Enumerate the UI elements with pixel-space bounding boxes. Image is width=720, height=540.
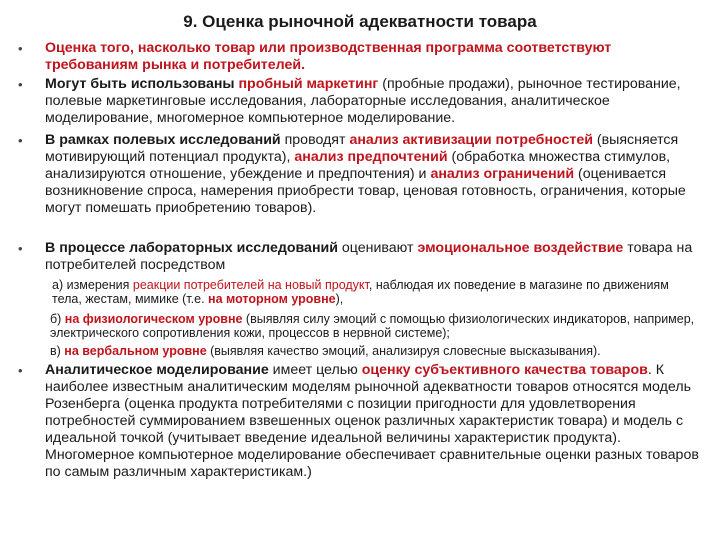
sub-text-segment: в) (50, 344, 65, 358)
item-text-segment: товара на потребителей посредством (45, 240, 693, 273)
item-text-segment: Могут быть использованы (45, 76, 239, 92)
sub-text-segment: (выявляя силу эмоций с помощью физиологических индикаторов, например, электрического сопротивления кожи, процессов в нервной системе); (50, 312, 695, 340)
sub-text-highlight: на вербальном уровне (64, 344, 207, 358)
bullet-marker: • (18, 133, 23, 148)
item-text (45, 132, 705, 217)
item-text-segment: Аналитическое моделирование (45, 362, 269, 378)
item-text-segment: Оценка того, насколько товар или производственная программа соответствуют требованиям рынка и потребителей. (45, 40, 612, 73)
item-text-segment: проводят (280, 132, 350, 148)
bullet-marker: • (18, 77, 23, 92)
sub-text-highlight: на физиологическом уровне (64, 312, 243, 326)
sub-text-segment: (выявляя качество эмоций, анализируя словесные высказывания). (206, 344, 601, 358)
sub-text-highlight: реакции потребителей на новый продукт (132, 278, 369, 292)
bullet-marker: • (18, 363, 23, 378)
sub-text-segment: б) (50, 312, 65, 326)
sub-item-a (52, 278, 702, 306)
item-text-segment: (обработка множества стимулов, анализируются отношение, убеждение и предпочтения) и (45, 149, 671, 182)
item-text (45, 240, 705, 274)
item-text (45, 362, 705, 481)
item-text-highlight: эмоциональное воздействие (417, 240, 624, 256)
item-text-segment: (оценивается возникновение спроса, намерения приобрести товар, ценовая готовность, ограничения, которые могут помешать приобретению товаров). (45, 166, 686, 216)
item-text-segment: В процессе лабораторных исследований (45, 240, 338, 256)
item-text-segment: (выясняется мотивирующий потенциал продукта), (45, 132, 679, 165)
bullet-marker: • (18, 241, 23, 256)
page-title: 9. Оценка рыночной адекватности товара (183, 12, 537, 31)
sub-text-highlight: на моторном уровне (208, 292, 336, 306)
item-text-segment: (пробные продажи), рыночное тестирование, полевые маркетинговые исследования, лабораторные исследования, аналитическое моделирование, многомерное компьютерное моделирование. (45, 76, 681, 126)
item-text-highlight: пробный маркетинг (238, 76, 379, 92)
sub-item-b (50, 312, 704, 340)
item-text-highlight: анализ активизации потребностей (349, 132, 593, 148)
item-text (45, 76, 705, 127)
item-text-highlight: анализ ограничений (430, 166, 575, 182)
bullet-marker: • (18, 41, 23, 56)
item-text-segment: оценивают (337, 240, 418, 256)
item-text-highlight: анализ предпочтений (294, 149, 448, 165)
item-text-highlight: оценку субъективного качества товаров (361, 362, 648, 378)
item-text-segment: В рамках полевых исследований (45, 132, 281, 148)
sub-text-segment: ), (335, 292, 344, 306)
item-text-segment: имеет целью (268, 362, 362, 378)
item-text-segment: . К наиболее известным аналитическим моделям рыночной адекватности товаров относятся модель Розенберга (оценка продукта потребителями с позиции пригодности для удовлетворения потребностей суммированием взвешенных оценок различных характеристик товара) и модель с идеальной точкой (учитывает введение идеальной величины характеристик продукта). Многомерное компьютерное моделирование обеспечивает сравнительные оценки разных товаров по самым различным характеристикам.) (45, 362, 699, 480)
sub-text-segment: , наблюдая их поведение в магазине по движениям тела, жестам, мимике (т.е. (52, 278, 669, 306)
sub-item-v (50, 344, 704, 358)
item-text (45, 40, 705, 74)
sub-text-segment: а) измерения (52, 278, 133, 292)
